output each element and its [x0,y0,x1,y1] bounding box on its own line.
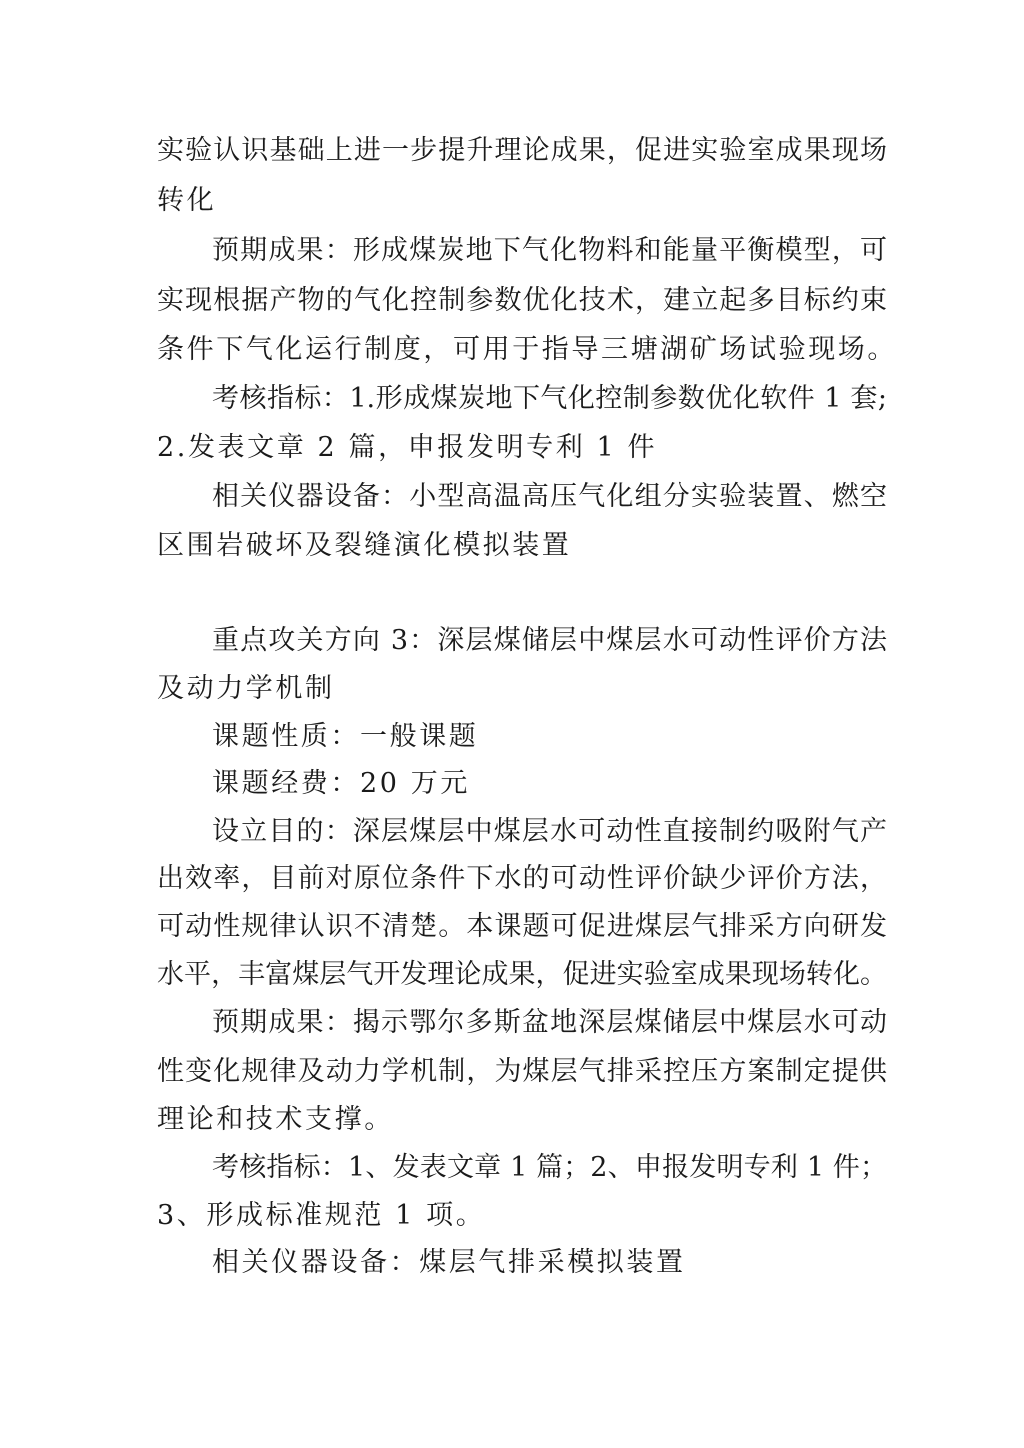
project-nature: 课题性质：一般课题 [212,721,479,752]
section-heading-line-2: 及动力学机制 [157,673,335,704]
expected-outcome-3-line-3: 理论和技术支撑。 [157,1104,394,1135]
expected-outcome-3-line-1: 预期成果：揭示鄂尔多斯盆地深层煤储层中煤层水可动 [212,1007,887,1038]
purpose-continuation-line-2: 转化 [157,185,217,216]
expected-outcome-line-1: 预期成果：形成煤炭地下气化物料和能量平衡模型，可 [212,235,887,266]
assessment-indicator-line-2: 2.发表文章 2 篇，申报发明专利 1 件 [157,432,658,463]
project-funding: 课题经费：20 万元 [212,768,470,799]
assessment-indicator-3-line-2: 3、形成标准规范 1 项。 [157,1200,486,1231]
purpose-continuation-line-1: 实验认识基础上进一步提升理论成果，促进实验室成果现场 [157,135,887,166]
section-heading-line-1: 重点攻关方向 3：深层煤储层中煤层水可动性评价方法 [212,625,887,656]
purpose-line-3: 可动性规律认识不清楚。本课题可促进煤层气排采方向研发 [157,911,887,942]
assessment-indicator-line-1: 考核指标：1.形成煤炭地下气化控制参数优化软件 1 套; [212,383,887,414]
equipment-line-1: 相关仪器设备：小型高温高压气化组分实验装置、燃空 [212,481,887,512]
expected-outcome-3-line-2: 性变化规律及动力学机制，为煤层气排采控压方案制定提供 [157,1056,887,1087]
purpose-line-1: 设立目的：深层煤层中煤层水可动性直接制约吸附气产 [212,816,887,847]
assessment-indicator-3-line-1: 考核指标：1、发表文章 1 篇；2、申报发明专利 1 件； [212,1152,887,1183]
equipment-line-2: 区围岩破坏及裂缝演化模拟装置 [157,530,572,561]
expected-outcome-line-3: 条件下气化运行制度，可用于指导三塘湖矿场试验现场。 [157,334,897,365]
equipment-3: 相关仪器设备：煤层气排采模拟装置 [212,1247,686,1278]
expected-outcome-line-2: 实现根据产物的气化控制参数优化技术，建立起多目标约束 [157,285,887,316]
purpose-line-2: 出效率，目前对原位条件下水的可动性评价缺少评价方法， [157,863,887,894]
purpose-line-4: 水平，丰富煤层气开发理论成果，促进实验室成果现场转化。 [157,959,887,990]
